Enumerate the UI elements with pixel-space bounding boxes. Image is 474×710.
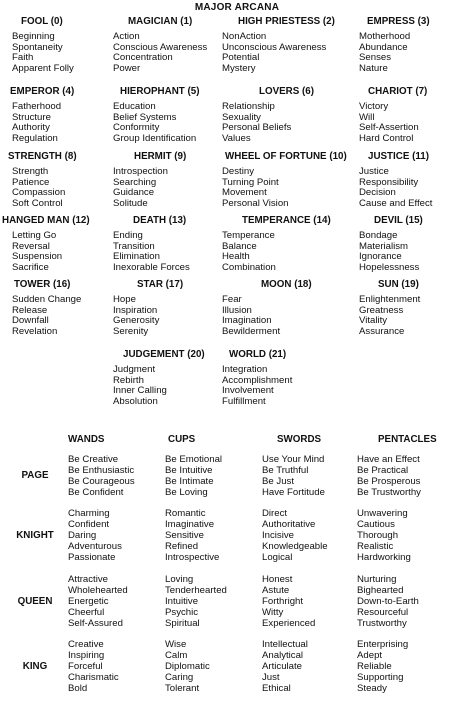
arcana-keyword: Values	[222, 132, 251, 144]
arcana-keyword: Guidance	[113, 187, 155, 199]
arcana-card-title: TOWER (16)	[14, 279, 71, 290]
arcana-keyword: Relationship	[222, 101, 275, 112]
arcana-keyword: Serenity	[113, 325, 149, 337]
arcana-keyword: Nature	[359, 62, 388, 74]
trait-keyword: Be Trustworthy	[357, 487, 421, 498]
arcana-keyword: Suspension	[12, 251, 63, 263]
arcana-keyword: Integration	[222, 364, 268, 375]
arcana-card-keywords	[12, 102, 61, 144]
arcana-keyword: Balance	[222, 240, 257, 252]
trait-keyword: Loving	[165, 574, 194, 585]
arcana-keyword: Decision	[359, 187, 396, 199]
trait-keyword: Be Creative	[68, 454, 119, 465]
arcana-keyword: Inspiration	[113, 304, 158, 316]
arcana-keyword: Beginning	[12, 31, 55, 42]
arcana-keyword: Ignorance	[359, 251, 402, 263]
trait-keyword: Honest	[262, 574, 293, 585]
trait-keyword: Experienced	[262, 618, 316, 629]
trait-keyword: Be Emotional	[165, 454, 223, 465]
suit-rank-cell	[165, 640, 210, 695]
arcana-keyword: Spontaneity	[12, 41, 63, 53]
suit-header-wands: WANDS	[68, 434, 105, 445]
arcana-keyword: Hope	[113, 294, 136, 305]
trait-keyword: Be Courageous	[68, 476, 135, 487]
trait-keyword: Creative	[68, 639, 104, 650]
arcana-card-keywords	[113, 295, 159, 337]
trait-keyword: Adventurous	[68, 541, 122, 552]
trait-keyword: Be Prosperous	[357, 476, 421, 487]
arcana-keyword: Patience	[12, 176, 50, 188]
arcana-keyword: Destiny	[222, 166, 254, 177]
arcana-keyword: Greatness	[359, 304, 404, 316]
arcana-card-keywords	[222, 167, 289, 209]
suit-rank-cell	[68, 575, 128, 630]
suit-rank-cell	[68, 640, 119, 695]
arcana-card-title: HANGED MAN (12)	[2, 215, 90, 226]
trait-keyword: Intuitive	[165, 596, 199, 607]
trait-keyword: Wise	[165, 639, 187, 650]
arcana-keyword: Temperance	[222, 230, 275, 241]
arcana-keyword: Combination	[222, 261, 276, 273]
trait-keyword: Attractive	[68, 574, 108, 585]
trait-keyword: Be Just	[262, 476, 294, 487]
arcana-keyword: Turning Point	[222, 176, 279, 188]
arcana-card-keywords	[113, 365, 167, 407]
arcana-card-keywords	[359, 295, 420, 337]
arcana-keyword: Accomplishment	[222, 374, 293, 386]
arcana-card-title: JUDGEMENT (20)	[123, 349, 205, 360]
arcana-keyword: Revelation	[12, 325, 58, 337]
arcana-keyword: Release	[12, 304, 48, 316]
trait-keyword: Unwavering	[357, 508, 408, 519]
arcana-keyword: Elimination	[113, 251, 160, 263]
suit-rank-cell	[68, 509, 122, 564]
suit-rank-cell	[165, 575, 227, 630]
trait-keyword: Incisive	[262, 530, 294, 541]
suit-header-swords: SWORDS	[277, 434, 322, 445]
arcana-card-title: LOVERS (6)	[259, 86, 314, 97]
arcana-keyword: Health	[222, 251, 250, 263]
arcana-keyword: Generosity	[113, 315, 160, 327]
arcana-card-keywords	[359, 231, 419, 273]
arcana-keyword: NonAction	[222, 31, 267, 42]
trait-keyword: Romantic	[165, 508, 206, 519]
arcana-card-keywords	[113, 231, 190, 273]
trait-keyword: Enterprising	[357, 639, 409, 650]
arcana-card-keywords	[113, 167, 168, 209]
suit-header-cups: CUPS	[168, 434, 196, 445]
arcana-card-keywords	[113, 102, 196, 144]
trait-keyword: Steady	[357, 683, 387, 694]
arcana-keyword: Personal Beliefs	[222, 122, 292, 134]
arcana-keyword: Authority	[12, 122, 50, 134]
arcana-card-title: WORLD (21)	[229, 349, 287, 360]
arcana-card-title: HERMIT (9)	[134, 151, 187, 162]
arcana-keyword: Structure	[12, 111, 51, 123]
trait-keyword: Tolerant	[165, 683, 200, 694]
arcana-keyword: Potential	[222, 52, 260, 64]
trait-keyword: Imaginative	[165, 519, 215, 530]
trait-keyword: Cheerful	[68, 607, 105, 618]
trait-keyword: Intellectual	[262, 639, 308, 650]
arcana-card-title: HIEROPHANT (5)	[120, 86, 200, 97]
arcana-keyword: Rebirth	[113, 374, 144, 386]
trait-keyword: Realistic	[357, 541, 394, 552]
arcana-keyword: Apparent Folly	[12, 62, 74, 74]
arcana-keyword: Abundance	[359, 41, 408, 53]
trait-keyword: Use Your Mind	[262, 454, 325, 465]
trait-keyword: Witty	[262, 607, 284, 618]
trait-keyword: Sensitive	[165, 530, 204, 541]
trait-keyword: Passionate	[68, 552, 116, 563]
arcana-keyword: Soft Control	[12, 197, 63, 209]
arcana-keyword: Senses	[359, 52, 391, 64]
trait-keyword: Forceful	[68, 661, 103, 672]
arcana-card-keywords	[359, 32, 410, 74]
arcana-keyword: Inner Calling	[113, 385, 167, 397]
trait-keyword: Analytical	[262, 650, 304, 661]
arcana-keyword: Concentration	[113, 52, 173, 64]
trait-keyword: Be Intimate	[165, 476, 214, 487]
trait-keyword: Charismatic	[68, 672, 119, 683]
arcana-keyword: Action	[113, 31, 140, 42]
trait-keyword: Confident	[68, 519, 110, 530]
arcana-keyword: Judgment	[113, 364, 156, 375]
arcana-card-title: JUSTICE (11)	[368, 151, 429, 162]
arcana-card-title: DEATH (13)	[133, 215, 187, 226]
rank-label-king: KING	[22, 660, 48, 672]
arcana-keyword: Strength	[12, 166, 49, 177]
suit-rank-cell	[262, 640, 308, 695]
arcana-card-keywords	[222, 102, 291, 144]
arcana-keyword: Materialism	[359, 240, 409, 252]
trait-keyword: Be Confident	[68, 487, 124, 498]
arcana-card-keywords	[113, 32, 207, 74]
arcana-card-title: CHARIOT (7)	[368, 86, 428, 97]
trait-keyword: Introspective	[165, 552, 220, 563]
arcana-keyword: Vitality	[359, 315, 388, 327]
arcana-card-keywords	[359, 102, 419, 144]
arcana-keyword: Transition	[113, 240, 155, 252]
arcana-card-title: FOOL (0)	[21, 16, 63, 27]
arcana-card-title: DEVIL (15)	[374, 215, 423, 226]
trait-keyword: Self-Assured	[68, 618, 123, 629]
arcana-card-keywords	[222, 365, 292, 407]
arcana-card-keywords	[12, 295, 81, 337]
suit-header-pentacles: PENTACLES	[378, 434, 437, 445]
arcana-keyword: Ending	[113, 230, 143, 241]
arcana-keyword: Motherhood	[359, 31, 411, 42]
trait-keyword: Articulate	[262, 661, 302, 672]
arcana-card-title: EMPEROR (4)	[10, 86, 75, 97]
trait-keyword: Cautious	[357, 519, 395, 530]
arcana-keyword: Letting Go	[12, 230, 57, 241]
arcana-keyword: Power	[113, 62, 141, 74]
arcana-keyword: Cause and Effect	[359, 197, 433, 209]
trait-keyword: Reliable	[357, 661, 392, 672]
arcana-keyword: Hard Control	[359, 132, 414, 144]
trait-keyword: Daring	[68, 530, 97, 541]
arcana-keyword: Self-Assertion	[359, 122, 419, 134]
trait-keyword: Forthright	[262, 596, 304, 607]
arcana-keyword: Searching	[113, 176, 157, 188]
trait-keyword: Energetic	[68, 596, 109, 607]
arcana-keyword: Sudden Change	[12, 294, 82, 305]
suit-rank-cell	[68, 455, 135, 499]
trait-keyword: Just	[262, 672, 280, 683]
trait-keyword: Direct	[262, 508, 288, 519]
arcana-keyword: Inexorable Forces	[113, 261, 190, 273]
arcana-card-keywords	[222, 295, 280, 337]
arcana-keyword: Bondage	[359, 230, 398, 241]
trait-keyword: Be Intuitive	[165, 465, 213, 476]
arcana-keyword: Downfall	[12, 315, 49, 327]
trait-keyword: Have an Effect	[357, 454, 420, 465]
arcana-card-title: MAGICIAN (1)	[128, 16, 193, 27]
trait-keyword: Bold	[68, 683, 88, 694]
arcana-keyword: Sexuality	[222, 111, 261, 123]
arcana-keyword: Belief Systems	[113, 111, 177, 123]
arcana-keyword: Group Identification	[113, 132, 197, 144]
trait-keyword: Logical	[262, 552, 293, 563]
suit-rank-cell	[165, 455, 222, 499]
arcana-keyword: Sacrifice	[12, 261, 49, 273]
suit-rank-cell	[357, 575, 419, 630]
arcana-card-keywords	[222, 32, 326, 74]
trait-keyword: Spiritual	[165, 618, 200, 629]
rank-label-page: PAGE	[21, 470, 49, 481]
arcana-keyword: Conformity	[113, 122, 160, 134]
arcana-card-title: STAR (17)	[137, 279, 184, 290]
trait-keyword: Have Fortitude	[262, 487, 325, 498]
trait-keyword: Knowledgeable	[262, 541, 328, 552]
arcana-card-keywords	[359, 167, 432, 209]
arcana-keyword: Solitude	[113, 197, 148, 209]
trait-keyword: Be Loving	[165, 487, 208, 498]
arcana-keyword: Education	[113, 101, 156, 112]
arcana-keyword: Faith	[12, 52, 34, 64]
arcana-keyword: Movement	[222, 187, 267, 199]
rank-label-queen: QUEEN	[17, 595, 53, 607]
trait-keyword: Tenderhearted	[165, 585, 227, 596]
trait-keyword: Charming	[68, 508, 110, 519]
arcana-keyword: Personal Vision	[222, 197, 289, 209]
arcana-keyword: Regulation	[12, 132, 58, 144]
trait-keyword: Ethical	[262, 683, 291, 694]
major-arcana-heading: MAJOR ARCANA	[194, 2, 280, 13]
arcana-keyword: Fear	[222, 294, 242, 305]
suit-rank-cell	[357, 509, 411, 564]
arcana-card-title: HIGH PRIESTESS (2)	[238, 16, 335, 27]
arcana-card-title: MOON (18)	[261, 279, 312, 290]
trait-keyword: Wholehearted	[68, 585, 128, 596]
arcana-card-title: WHEEL OF FORTUNE (10)	[225, 151, 347, 162]
trait-keyword: Diplomatic	[165, 661, 210, 672]
arcana-keyword: Absolution	[113, 395, 158, 407]
arcana-keyword: Mystery	[222, 62, 256, 74]
arcana-keyword: Enlightenment	[359, 294, 421, 305]
arcana-keyword: Unconscious Awareness	[222, 41, 327, 53]
trait-keyword: Supporting	[357, 672, 404, 683]
trait-keyword: Authoritative	[262, 519, 316, 530]
arcana-keyword: Reversal	[12, 240, 50, 252]
trait-keyword: Bighearted	[357, 585, 404, 596]
arcana-card-title: STRENGTH (8)	[8, 151, 77, 162]
trait-keyword: Thorough	[357, 530, 399, 541]
arcana-card-keywords	[222, 231, 276, 273]
trait-keyword: Caring	[165, 672, 194, 683]
arcana-keyword: Illusion	[222, 304, 252, 316]
trait-keyword: Be Practical	[357, 465, 409, 476]
arcana-card-keywords	[12, 231, 62, 273]
rank-label-knight: KNIGHT	[16, 529, 54, 541]
suit-rank-cell	[357, 640, 408, 695]
arcana-keyword: Fulfillment	[222, 395, 266, 407]
arcana-keyword: Assurance	[359, 325, 405, 337]
arcana-card-title: SUN (19)	[378, 279, 419, 290]
arcana-card-keywords	[12, 32, 74, 74]
trait-keyword: Refined	[165, 541, 199, 552]
arcana-keyword: Bewilderment	[222, 325, 281, 337]
arcana-keyword: Hopelessness	[359, 261, 420, 273]
trait-keyword: Astute	[262, 585, 290, 596]
trait-keyword: Nurturing	[357, 574, 397, 585]
trait-keyword: Trustworthy	[357, 618, 407, 629]
trait-keyword: Be Enthusiastic	[68, 465, 135, 476]
arcana-card-keywords	[12, 167, 65, 209]
arcana-card-title: TEMPERANCE (14)	[242, 215, 331, 226]
arcana-keyword: Introspection	[113, 166, 168, 177]
arcana-keyword: Compassion	[12, 187, 66, 199]
trait-keyword: Calm	[165, 650, 188, 661]
trait-keyword: Resourceful	[357, 607, 409, 618]
arcana-keyword: Justice	[359, 166, 389, 177]
trait-keyword: Down-to-Earth	[357, 596, 419, 607]
arcana-keyword: Will	[359, 111, 375, 123]
trait-keyword: Adept	[357, 650, 383, 661]
trait-keyword: Psychic	[165, 607, 199, 618]
arcana-keyword: Fatherhood	[12, 101, 62, 112]
suit-rank-cell	[165, 509, 219, 564]
arcana-keyword: Imagination	[222, 315, 272, 327]
arcana-card-title: EMPRESS (3)	[367, 16, 430, 27]
suit-rank-cell	[262, 455, 325, 499]
trait-keyword: Be Truthful	[262, 465, 309, 476]
arcana-keyword: Conscious Awareness	[113, 41, 208, 53]
arcana-keyword: Responsibility	[359, 176, 419, 188]
suit-rank-cell	[262, 575, 315, 630]
arcana-keyword: Involvement	[222, 385, 274, 397]
suit-rank-cell	[262, 509, 328, 564]
suit-rank-cell	[357, 455, 421, 499]
trait-keyword: Inspiring	[68, 650, 105, 661]
trait-keyword: Hardworking	[357, 552, 411, 563]
arcana-keyword: Victory	[359, 101, 389, 112]
